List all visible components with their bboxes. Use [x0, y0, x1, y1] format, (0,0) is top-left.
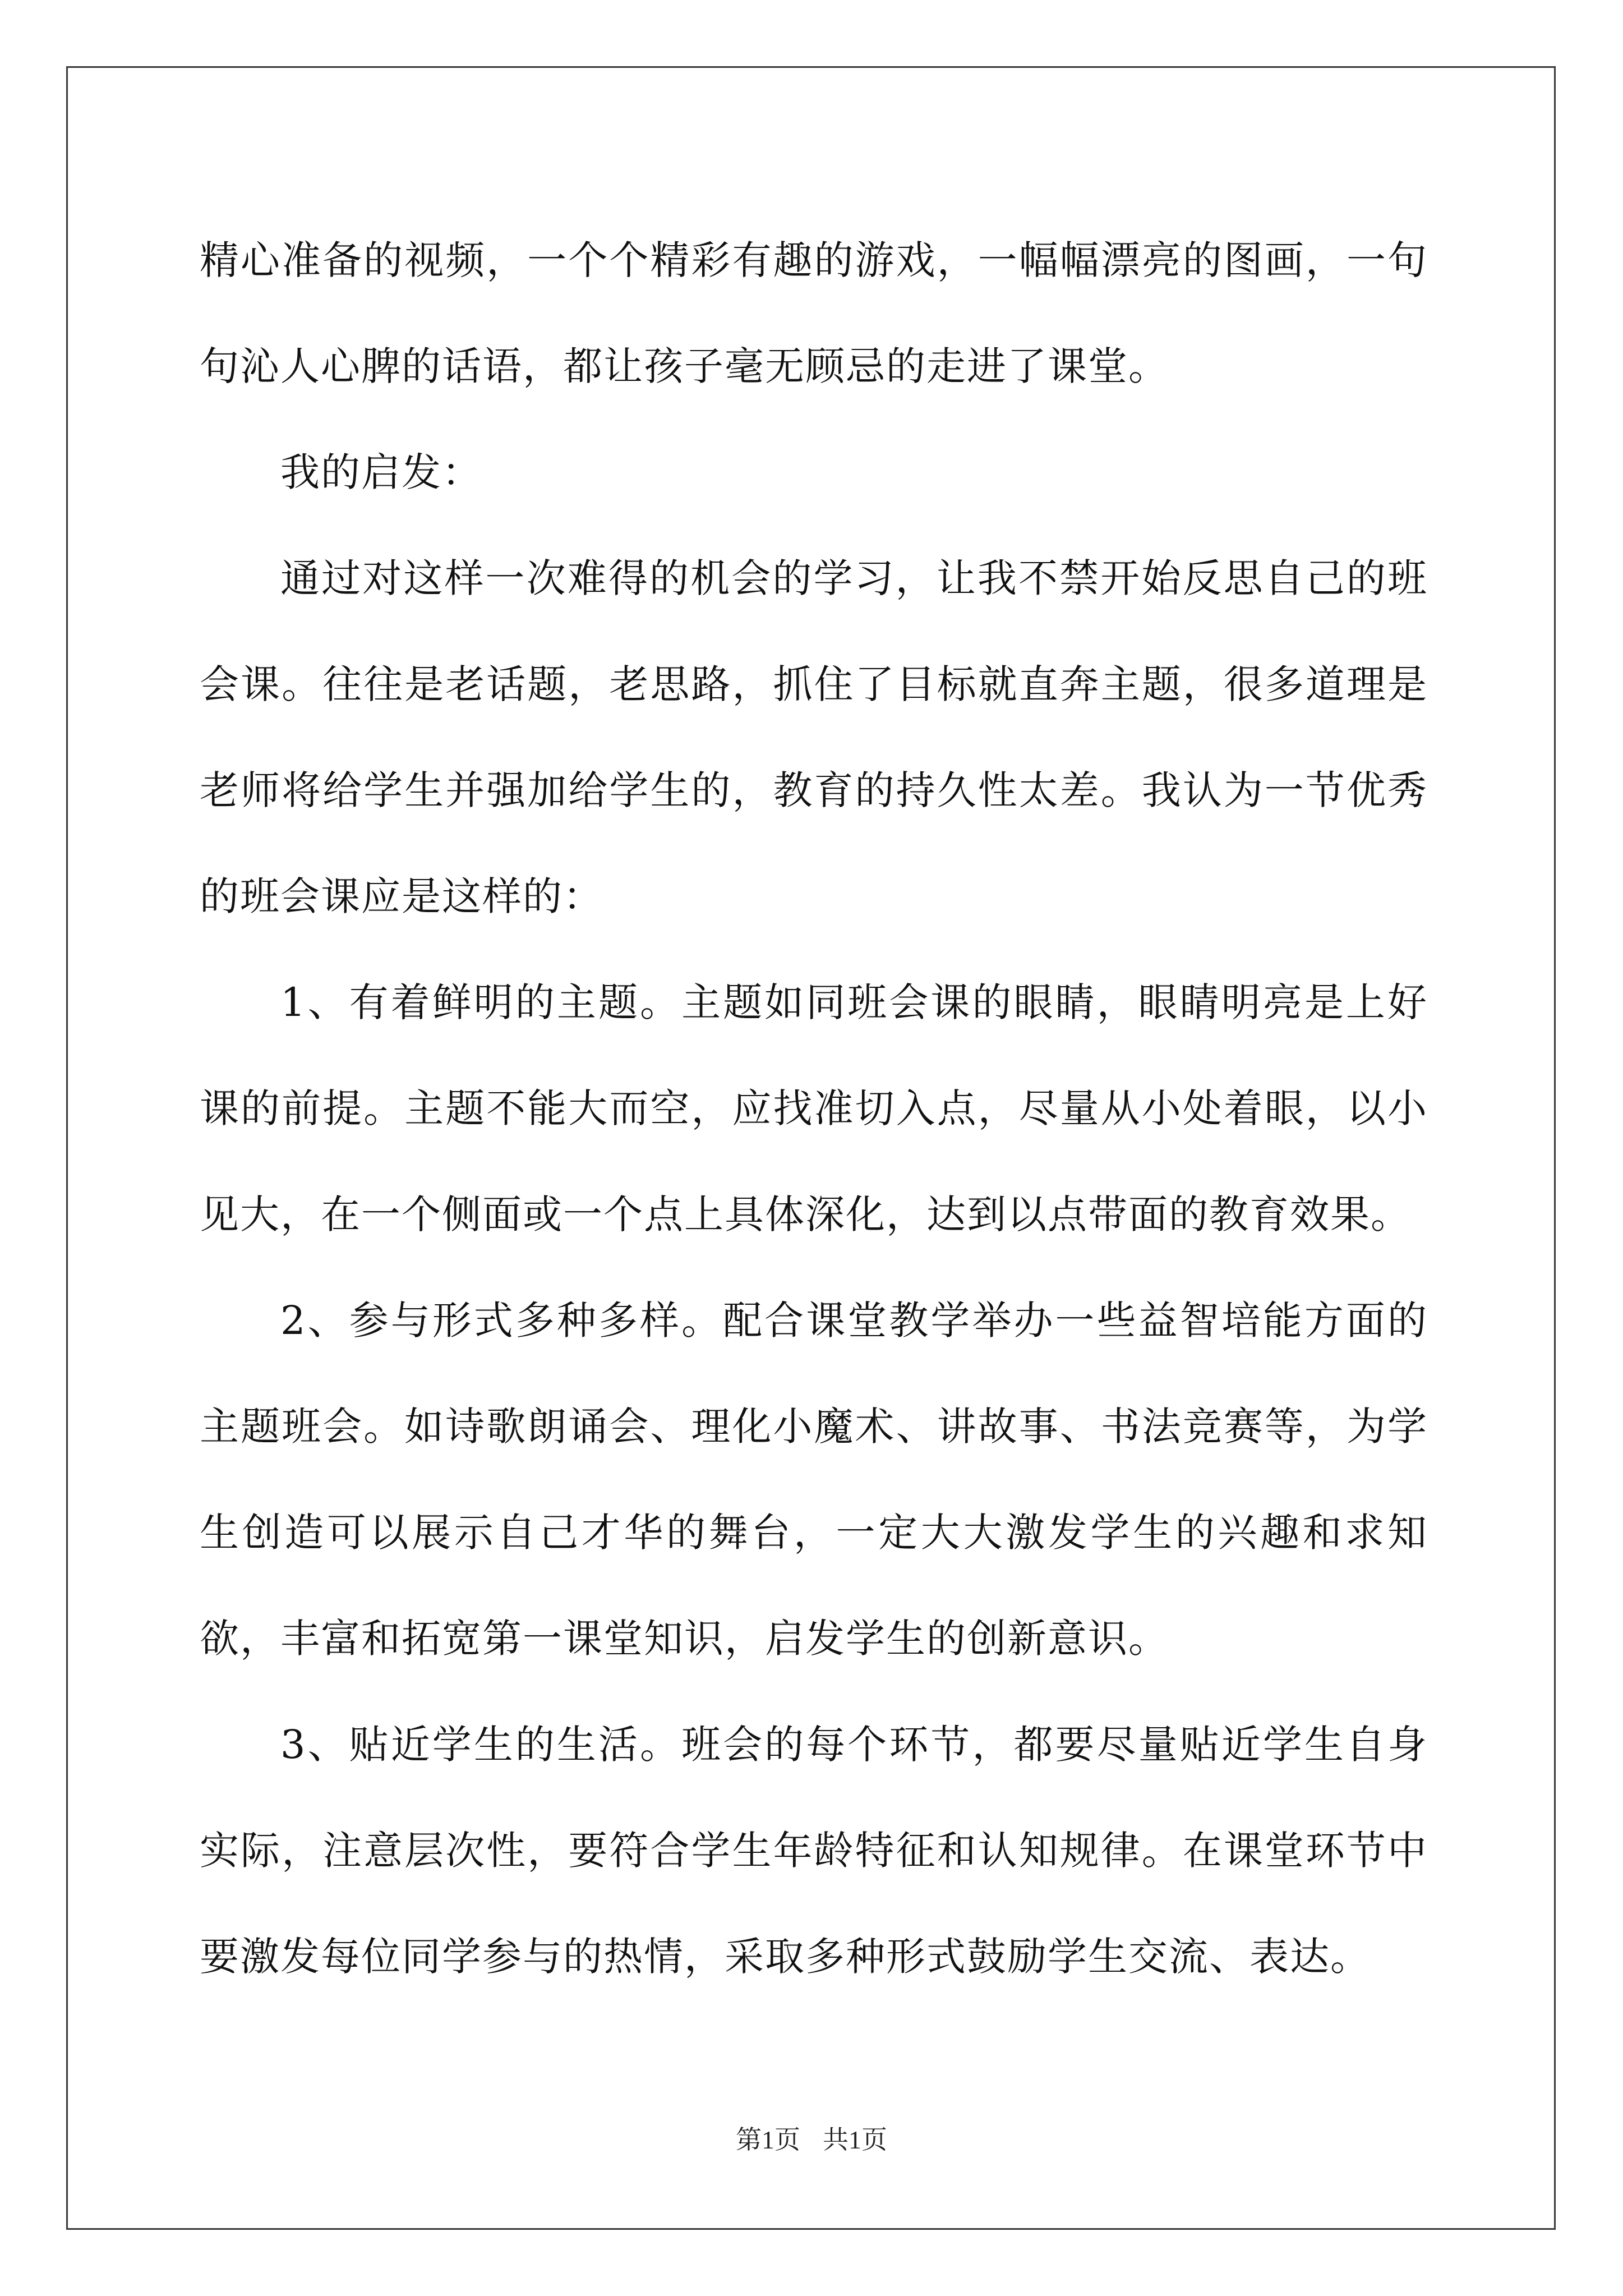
paragraph-heading-inspiration: 我的启发： — [280, 449, 482, 495]
paragraph-point-1: 1、有着鲜明的主题。主题如同班会课的眼睛，眼睛明亮是上好课的前提。主题不能大而空，应找准切入点，尽量从小处着眼，以小见大，在一个侧面或一个点上具体深化，达到以点带面的教育效果。 — [200, 979, 1428, 1237]
page-total: 共1页 — [823, 2125, 887, 2154]
paragraph-reflection: 通过对这样一次难得的机会的学习，让我不禁开始反思自己的班会课。往往是老话题，老思路，抓住了目标就直奔主题，很多道理是老师将给学生并强加给学生的，教育的持久性太差。我认为一节优秀的班会课应是这样的： — [200, 555, 1428, 919]
paragraph-point-3: 3、贴近学生的生活。班会的每个环节，都要尽量贴近学生自身实际，注意层次性，要符合学生年龄特征和认知规律。在课堂环节中要激发每位同学参与的热情，采取多种形式鼓励学生交流、表达。 — [200, 1722, 1428, 1980]
paragraph-point-2: 2、参与形式多种多样。配合课堂教学举办一些益智培能方面的主题班会。如诗歌朗诵会、理化小魔术、讲故事、书法竞赛等，为学生创造可以展示自己才华的舞台，一定大大激发学生的兴趣和求知欲，丰富和拓宽第一课堂知识，启发学生的创新意识。 — [200, 1297, 1428, 1662]
page-footer — [0, 2119, 1623, 2156]
page-number: 第1页 — [736, 2125, 800, 2154]
document-body — [200, 208, 1428, 2010]
paragraph-intro-continuation: 精心准备的视频，一个个精彩有趣的游戏，一幅幅漂亮的图画，一句句沁人心脾的话语，都让孩子毫无顾忌的走进了课堂。 — [200, 237, 1428, 389]
